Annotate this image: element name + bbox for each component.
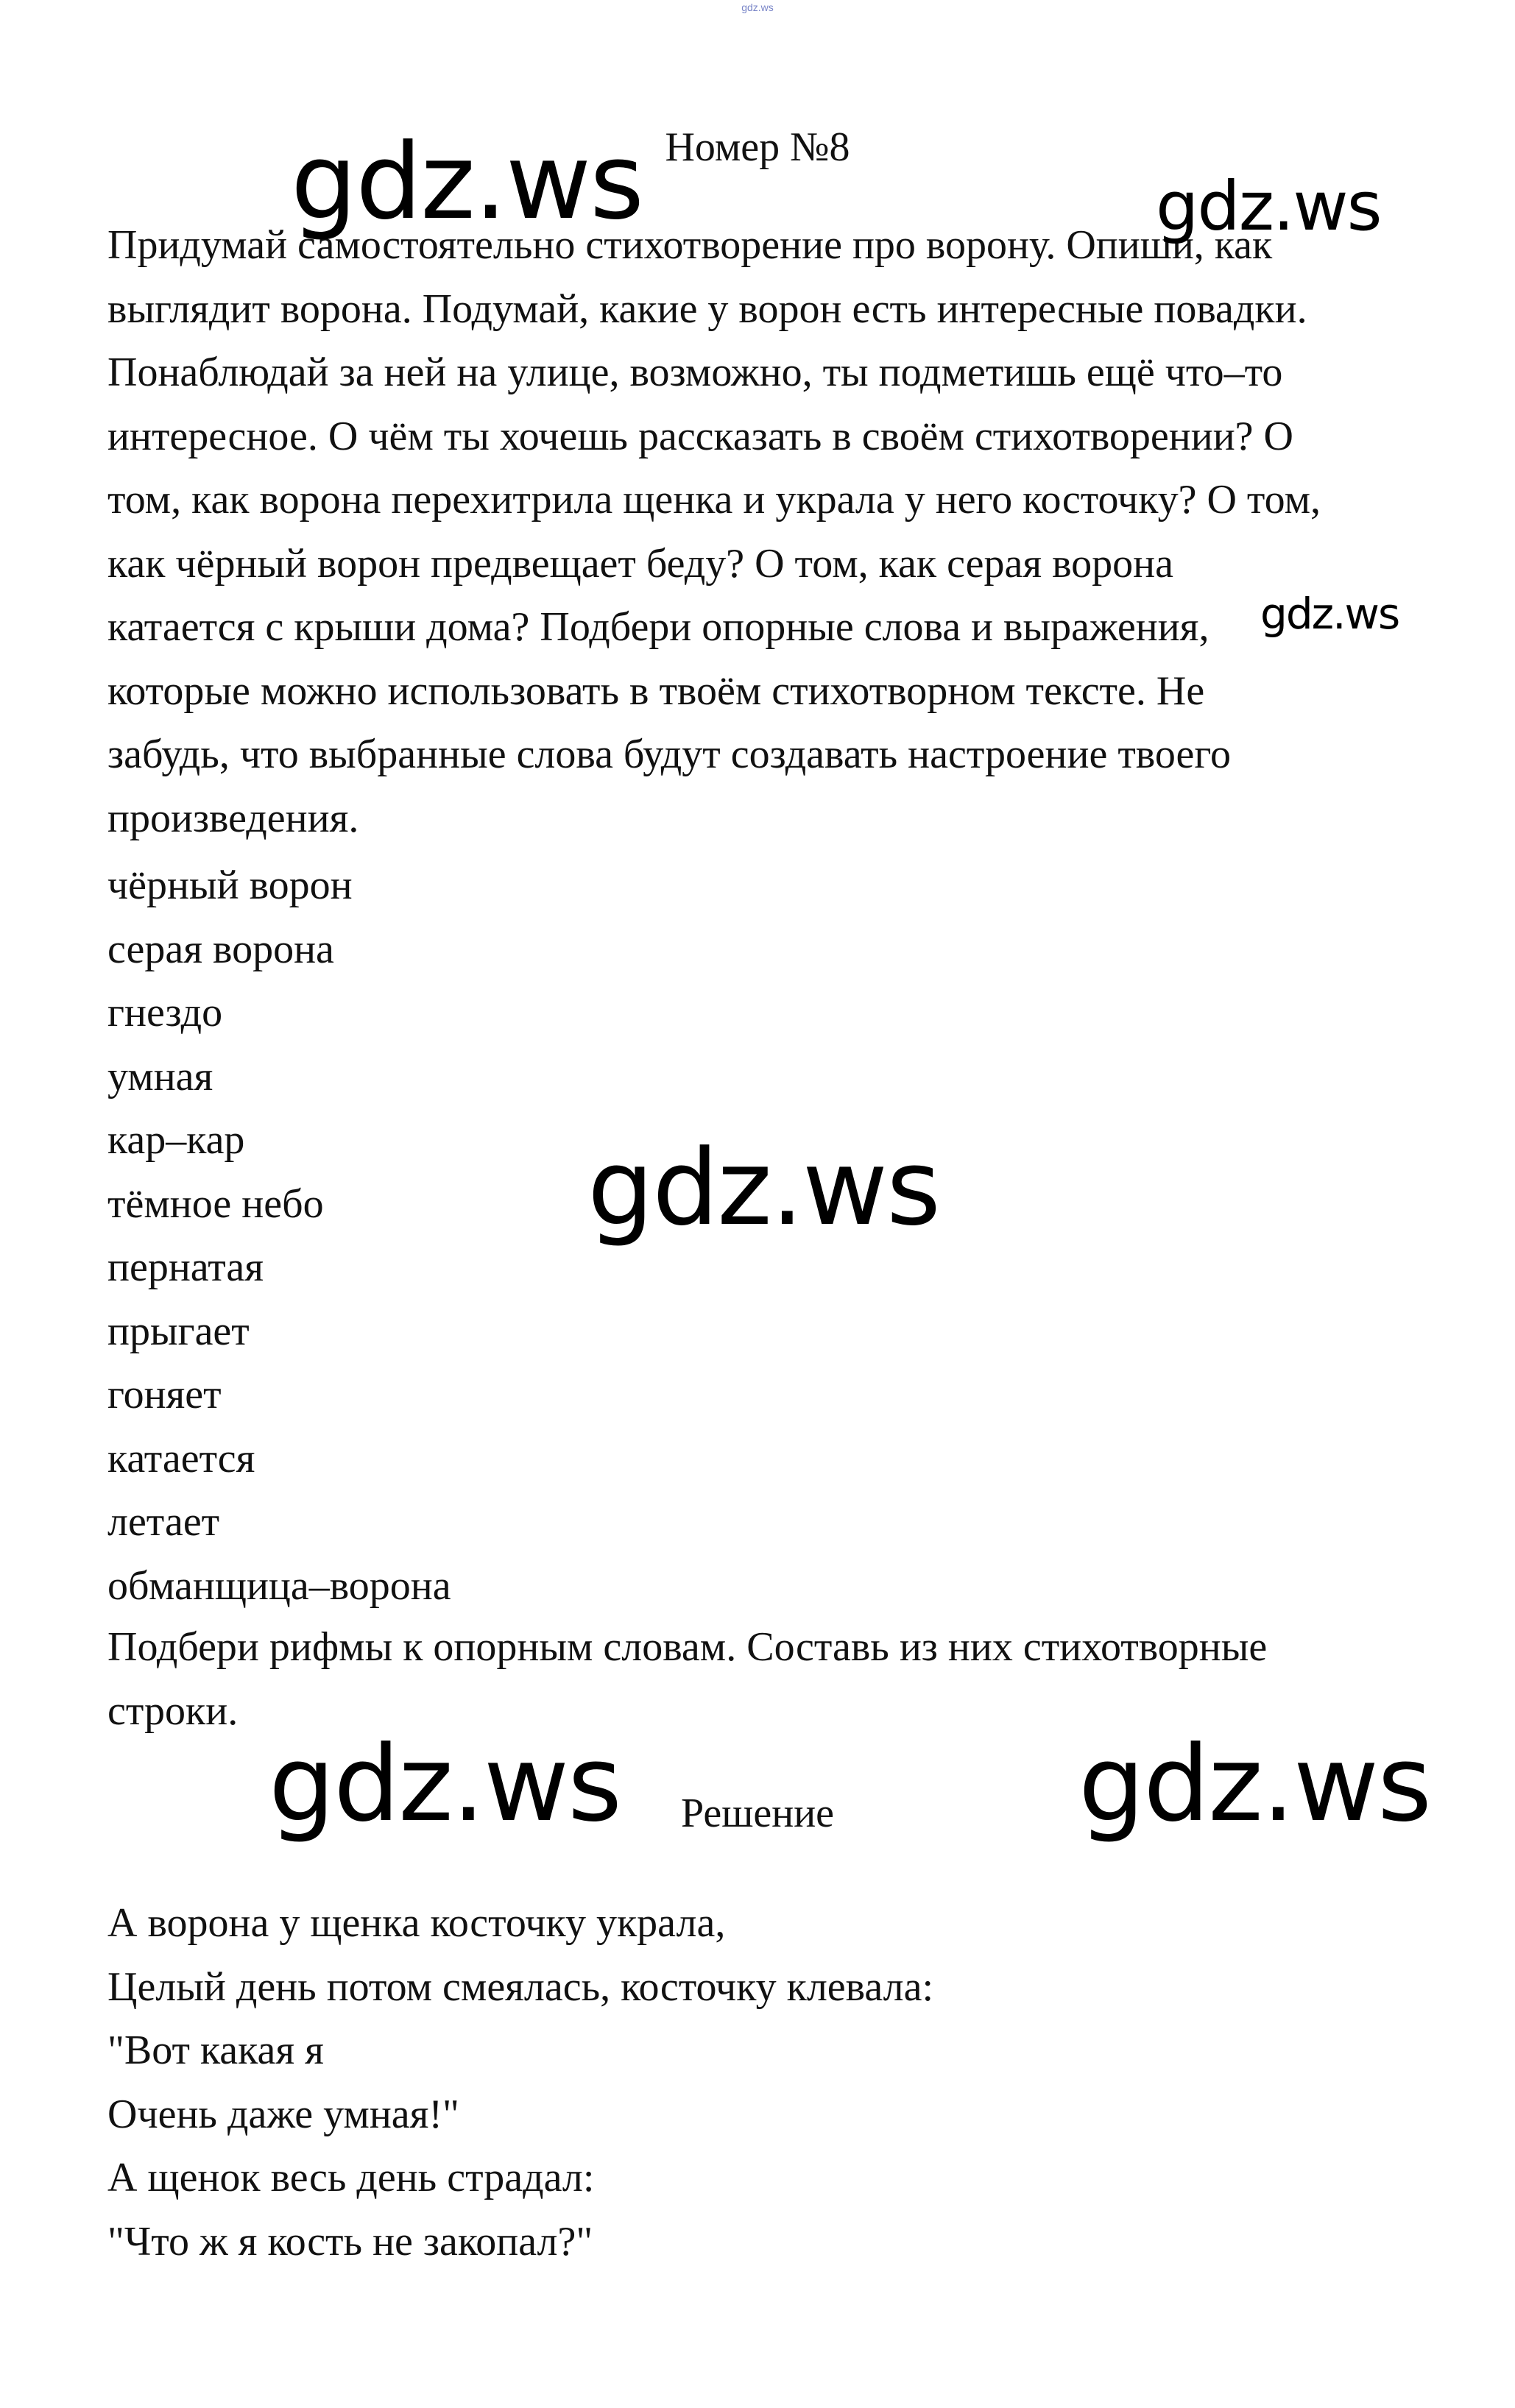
task-text [107, 213, 1425, 850]
list-item: пернатая [107, 1244, 264, 1290]
task-line: Подбери рифмы к опорным словам. Составь из них стихотворные [107, 1624, 1268, 1670]
watermark: gdz.ws [1156, 167, 1381, 246]
task-line: произведения. [107, 795, 359, 841]
task-line: Понаблюдай за ней на улице, возможно, ты подметишь ещё что–то [107, 350, 1283, 395]
poem [107, 1891, 1425, 2273]
poem-line: "Что ж я кость не закопал?" [107, 2218, 593, 2264]
task-line: строки. [107, 1688, 239, 1734]
list-item: умная [107, 1053, 213, 1099]
poem-line: Целый день потом смеялась, косточку клевала: [107, 1963, 934, 2010]
task-line: забудь, что выбранные слова будут создавать настроение твоего [107, 732, 1231, 777]
task-line: интересное. О чём ты хочешь рассказать в своём стихотворении? О [107, 413, 1293, 459]
poem-line: Очень даже умная!" [107, 2091, 459, 2137]
poem-line: "Вот какая я [107, 2028, 324, 2073]
poem-line: А щенок весь день страдал: [107, 2155, 595, 2200]
watermark: gdz.ws [587, 1127, 940, 1249]
poem-line: А ворона у щенка косточку украла, [107, 1900, 726, 1946]
list-item: тёмное небо [107, 1180, 324, 1227]
list-item: катается [107, 1435, 255, 1481]
list-item: гнездо [107, 990, 223, 1035]
watermark: gdz.ws [291, 121, 643, 243]
watermark: gdz.ws [1260, 589, 1399, 639]
watermark: gdz.ws [1078, 1724, 1431, 1845]
list-item: летает [107, 1499, 220, 1545]
list-item: гоняет [107, 1372, 222, 1417]
task-line: как чёрный ворон предвещает беду? О том, как серая ворона [107, 540, 1173, 587]
task-line: которые можно использовать в твоём стихотворном тексте. Не [107, 667, 1205, 714]
list-item: чёрный ворон [107, 863, 353, 908]
list-item: прыгает [107, 1308, 250, 1354]
task-line: Придумай самостоятельно стихотворение про ворону. Опиши, как [107, 222, 1273, 268]
list-item: кар–кар [107, 1117, 245, 1163]
page-mark: gdz.ws [741, 1, 774, 13]
watermark: gdz.ws [269, 1724, 621, 1845]
list-item: серая ворона [107, 926, 334, 972]
solution-heading: Решение [680, 1791, 835, 1836]
task-line: том, как ворона перехитрила щенка и украла у него косточку? О том, [107, 477, 1321, 523]
page-title: Номер №8 [665, 124, 850, 170]
list-item: обманщица–ворона [107, 1562, 451, 1609]
task-line: выглядит ворона. Подумай, какие у ворон есть интересные повадки. [107, 286, 1307, 332]
task-line: катается с крыши дома? Подбери опорные слова и выражения, [107, 604, 1209, 650]
